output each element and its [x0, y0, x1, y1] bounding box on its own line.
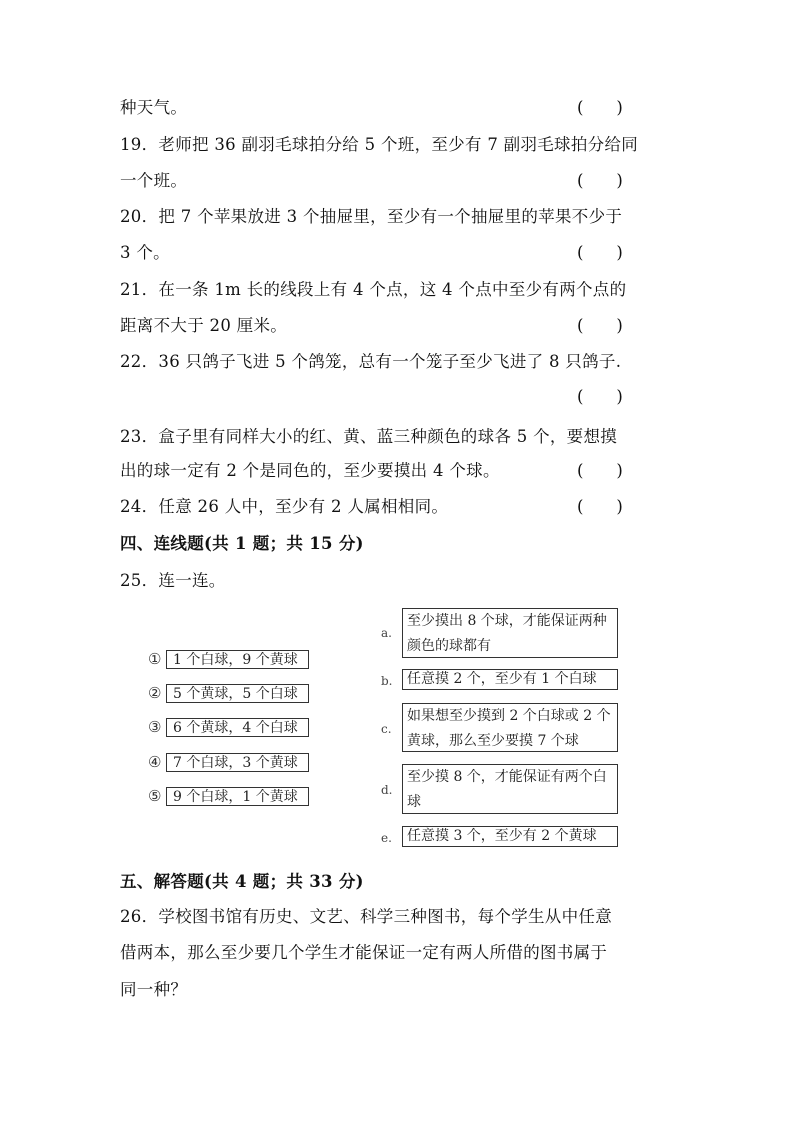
right-item-d[interactable]: 至少摸 8 个，才能保证有两个白球 [402, 764, 618, 814]
right-item-letter-c: c. [381, 722, 392, 736]
q19-text-line1: 19．老师把 36 副羽毛球拍分给 5 个班，至少有 7 副羽毛球拍分给同 [120, 135, 639, 154]
right-item-letter-e: e. [381, 831, 392, 845]
section4-title: 四、连线题(共 1 题；共 15 分) [120, 534, 364, 553]
right-item-letter-a: a. [381, 626, 392, 640]
right-item-letter-d: d. [381, 783, 393, 797]
left-item-4[interactable]: 7 个白球，3 个黄球 [166, 753, 309, 772]
q22-answer-blank[interactable]: ( ) [577, 387, 623, 406]
left-item-num-2: ② [148, 684, 162, 702]
q21-answer-blank[interactable]: ( ) [577, 316, 623, 335]
q21-text-line2: 距离不大于 20 厘米。 [120, 316, 288, 335]
q18-continuation: 种天气。 [120, 98, 188, 117]
q21-text-line1: 21．在一条 1m 长的线段上有 4 个点，这 4 个点中至少有两个点的 [120, 280, 627, 299]
section5-title: 五、解答题(共 4 题；共 33 分) [120, 872, 364, 891]
left-item-2[interactable]: 5 个黄球，5 个白球 [166, 684, 309, 703]
left-item-num-4: ④ [148, 753, 162, 771]
q25-text: 25．连一连。 [120, 571, 226, 590]
right-item-b[interactable]: 任意摸 2 个，至少有 1 个白球 [402, 669, 618, 690]
q20-answer-blank[interactable]: ( ) [577, 243, 623, 262]
left-item-num-3: ③ [148, 718, 162, 736]
q20-text-line2: 3 个。 [120, 243, 170, 262]
q26-text-line3: 同一种？ [120, 980, 188, 999]
q22-text-line1: 22．36 只鸽子飞进 5 个鸽笼，总有一个笼子至少飞进了 8 只鸽子. [120, 352, 622, 371]
left-item-3[interactable]: 6 个黄球，4 个白球 [166, 718, 309, 737]
q20-text-line1: 20．把 7 个苹果放进 3 个抽屉里，至少有一个抽屉里的苹果不少于 [120, 207, 623, 226]
q26-text-line2: 借两本，那么至少要几个学生才能保证一定有两人所借的图书属于 [120, 943, 608, 962]
q19-answer-blank[interactable]: ( ) [577, 171, 623, 190]
q23-text-line2: 出的球一定有 2 个是同色的，至少要摸出 4 个球。 [120, 461, 500, 480]
q19-text-line2: 一个班。 [120, 171, 188, 190]
right-item-e[interactable]: 任意摸 3 个，至少有 2 个黄球 [402, 826, 618, 847]
q23-text-line1: 23．盒子里有同样大小的红、黄、蓝三种颜色的球各 5 个，要想摸 [120, 427, 618, 446]
left-item-5[interactable]: 9 个白球，1 个黄球 [166, 787, 309, 806]
right-item-c[interactable]: 如果想至少摸到 2 个白球或 2 个黄球，那么至少要摸 7 个球 [402, 703, 618, 752]
right-item-a[interactable]: 至少摸出 8 个球，才能保证两种颜色的球都有 [402, 608, 618, 658]
q26-text-line1: 26．学校图书馆有历史、文艺、科学三种图书，每个学生从中任意 [120, 907, 612, 926]
left-item-num-5: ⑤ [148, 787, 162, 805]
left-item-num-1: ① [148, 650, 162, 668]
q23-answer-blank[interactable]: ( ) [577, 461, 623, 480]
q24-text: 24．任意 26 人中，至少有 2 人属相相同。 [120, 497, 449, 516]
right-item-letter-b: b. [381, 674, 393, 688]
q24-answer-blank[interactable]: ( ) [577, 497, 623, 516]
left-item-1[interactable]: 1 个白球，9 个黄球 [166, 650, 309, 669]
q18-answer-blank[interactable]: ( ) [577, 98, 623, 117]
